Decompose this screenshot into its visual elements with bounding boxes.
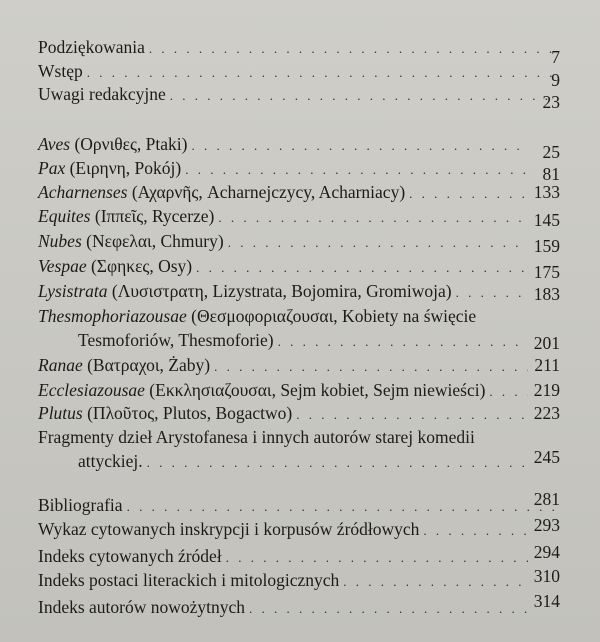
page-number: 201 — [533, 333, 560, 353]
latin-title: Ecclesiazousae — [38, 380, 145, 400]
leader-dots — [296, 404, 528, 426]
entry-title: Uwagi redakcyjne — [38, 84, 166, 104]
entry-subtitle: (Ειρηνη, Pokój) — [65, 158, 182, 178]
entry-subtitle: (Εκκλησιαζουσαι, Sejm kobiet, Sejm niewieści) — [144, 380, 486, 400]
leader-dots — [218, 207, 528, 229]
latin-title: Thesmophoriazousae — [38, 306, 187, 326]
page-number: 183 — [533, 284, 560, 304]
latin-title: Equites — [38, 206, 91, 226]
toc-entry-bibliografia — [38, 489, 560, 518]
page-number: 211 — [534, 355, 560, 375]
leader-dots — [170, 85, 556, 107]
entry-title: Indeks autorów nowożytnych — [38, 597, 246, 617]
latin-title: Aves — [38, 134, 71, 154]
latin-title: Vespae — [38, 256, 87, 276]
toc-entry-indeks-autorow — [38, 591, 560, 620]
latin-title: Ranae — [38, 355, 83, 375]
leader-dots — [87, 62, 556, 84]
leader-dots — [343, 571, 528, 593]
entry-title: Fragmenty dzieł Arystofanesa i innych autorów starej komedii — [38, 427, 475, 447]
leader-dots — [249, 598, 528, 620]
leader-dots — [423, 520, 528, 542]
page-number: 25 — [542, 142, 560, 162]
leader-dots — [147, 452, 528, 474]
page-number: 133 — [533, 182, 560, 202]
page-number: 293 — [533, 515, 560, 535]
latin-title: Acharnenses — [38, 182, 128, 202]
page-number: 223 — [533, 403, 560, 423]
toc-entry-ranae — [38, 354, 560, 378]
entry-subtitle: (Σφηκες, Osy) — [86, 256, 193, 276]
toc-entry-nubes — [38, 230, 560, 254]
entry-subtitle: (Λυσιστρατη, Lizystrata, Bojomira, Gromiwoja) — [107, 281, 452, 301]
toc-entry-vespae — [38, 255, 560, 282]
toc-entry-ecclesiazousae — [38, 379, 560, 403]
entry-subtitle: (Βατραχοι, Żaby) — [82, 355, 211, 375]
entry-subtitle: (Πλοῦτος, Plutos, Bogactwo) — [82, 403, 293, 423]
leader-dots — [278, 331, 528, 353]
page-number: 281 — [533, 489, 560, 509]
page-number: 310 — [533, 566, 560, 586]
entry-title: Indeks cytowanych źródeł — [38, 546, 222, 566]
leader-dots — [228, 232, 528, 254]
toc-entry-indeks-postaci — [38, 566, 560, 593]
page-number: 294 — [533, 542, 560, 562]
page-number: 23 — [542, 92, 560, 112]
leader-dots — [226, 547, 528, 569]
leader-dots — [214, 356, 528, 378]
leader-dots — [456, 282, 528, 304]
page-number: 7 — [551, 47, 560, 67]
latin-title: Pax — [38, 158, 66, 178]
page-number: 314 — [533, 591, 560, 611]
latin-title: Lysistrata — [38, 281, 108, 301]
toc-entry-podziekowania — [38, 36, 560, 67]
toc-entry-plutus — [38, 402, 560, 426]
toc-entry-fragmenty — [38, 426, 560, 474]
toc-entry-pax — [38, 157, 560, 184]
entry-title: Bibliografia — [38, 495, 123, 515]
toc-entry-acharnenses — [38, 181, 560, 205]
toc-entry-wstep — [38, 60, 560, 90]
page-number: 159 — [533, 236, 560, 256]
leader-dots — [149, 38, 556, 60]
toc-entry-equites — [38, 205, 560, 229]
leader-dots — [127, 496, 556, 518]
entry-subtitle: (Ορνιθες, Ptaki) — [70, 134, 188, 154]
toc-entry-indeks-zrodel — [38, 542, 560, 569]
entry-continuation: Tesmoforiów, Thesmoforie) — [78, 330, 274, 350]
toc-entry-thesmophoriazousae — [38, 305, 560, 353]
page-number: 175 — [533, 262, 560, 282]
entry-subtitle: (Νεφελαι, Chmury) — [81, 231, 224, 251]
leader-dots — [489, 381, 528, 403]
entry-subtitle: (Ιππεῖς, Rycerze) — [90, 206, 215, 226]
entry-subtitle: (Αχαρνῆς, Acharnejczycy, Acharniacy) — [127, 182, 406, 202]
latin-title: Nubes — [38, 231, 82, 251]
toc-entry-uwagi — [38, 83, 560, 112]
entry-continuation: attyckiej. — [78, 451, 143, 471]
page-number: 145 — [533, 210, 560, 230]
leader-dots — [185, 159, 528, 181]
entry-title: Wstęp — [38, 61, 83, 81]
page-number: 9 — [551, 70, 560, 90]
latin-title: Plutus — [38, 403, 83, 423]
leader-dots — [192, 135, 529, 157]
entry-subtitle: (Θεσμοφοριαζουσαι, Kobiety na święcie — [186, 306, 477, 326]
toc-entry-wykaz — [38, 515, 560, 542]
page-number: 81 — [542, 164, 560, 184]
page-number: 219 — [533, 380, 560, 400]
entry-title: Podziękowania — [38, 37, 145, 57]
entry-title: Indeks postaci literackich i mitologicznych — [38, 570, 340, 590]
toc-entry-lysistrata — [38, 280, 560, 304]
leader-dots — [196, 257, 528, 279]
toc-entry-aves — [38, 133, 560, 162]
entry-title: Wykaz cytowanych inskrypcji i korpusów źródłowych — [38, 519, 420, 539]
page-number: 245 — [533, 447, 560, 467]
leader-dots — [409, 183, 528, 205]
